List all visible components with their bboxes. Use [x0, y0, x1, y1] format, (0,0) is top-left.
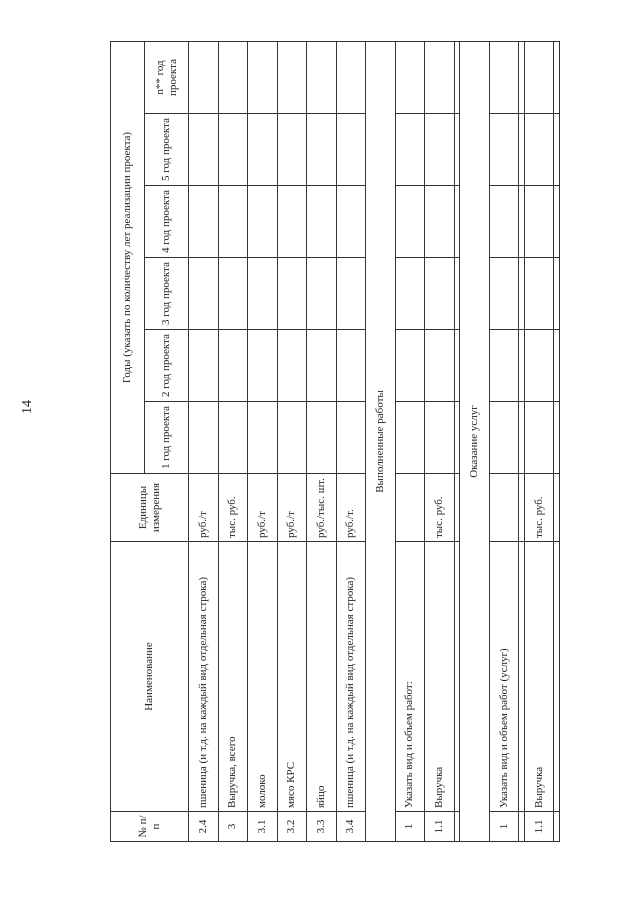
table-row [395, 42, 425, 842]
row-num: 3.1 [248, 812, 278, 842]
row-name: Выручка, всего [218, 542, 248, 812]
header-year-1: 1 год проекта [145, 402, 189, 474]
row-name: Выручка [524, 542, 554, 812]
project-table [110, 41, 560, 842]
row-num: 3.4 [336, 812, 366, 842]
row-num: 3.3 [307, 812, 337, 842]
header-year-2: 2 год проекта [145, 330, 189, 402]
row-unit: руб./т [189, 474, 219, 542]
row-unit: тыс. руб. [218, 474, 248, 542]
row-name: яйцо [307, 542, 337, 812]
row-num: 1.1 [524, 812, 554, 842]
section-title: Оказание услуг [460, 42, 490, 842]
table-row [336, 42, 366, 842]
row-name: Указать вид и объем работ: [395, 542, 425, 812]
table-row [189, 42, 219, 842]
table-row [524, 42, 554, 842]
row-unit: руб./т [248, 474, 278, 542]
table-row [277, 42, 307, 842]
row-name: пшеница (и т.д. на каждый вид отдельная строка) [336, 542, 366, 812]
table-row [425, 42, 455, 842]
row-num: 3.2 [277, 812, 307, 842]
row-name: мясо КРС [277, 542, 307, 812]
row-num: 1 [395, 812, 425, 842]
row-unit [395, 474, 425, 542]
row-unit: тыс. руб. [425, 474, 455, 542]
table-row [489, 42, 519, 842]
row-num: 2.4 [189, 812, 219, 842]
row-num: 3 [218, 812, 248, 842]
table-row [218, 42, 248, 842]
row-unit: руб./т. [336, 474, 366, 542]
header-year-3: 3 год проекта [145, 258, 189, 330]
header-year-n: n** год проекта [145, 42, 189, 114]
row-num: 1.1 [425, 812, 455, 842]
row-name: молоко [248, 542, 278, 812]
section-title: Выполненные работы [366, 42, 396, 842]
table-row [248, 42, 278, 842]
header-years-group: Годы (указать по количеству лет реализации проекта) [111, 42, 145, 474]
table-row [307, 42, 337, 842]
row-name: Выручка [425, 542, 455, 812]
rotated-table-sheet [110, 42, 560, 842]
row-name: пшеница (и т.д. на каждый вид отдельная строка) [189, 542, 219, 812]
row-unit: тыс. руб. [524, 474, 554, 542]
row-unit [489, 474, 519, 542]
page-number: 14 [20, 400, 35, 414]
header-year-5: 5 год проекта [145, 114, 189, 186]
row-unit: руб./тыс. шт. [307, 474, 337, 542]
header-year-4: 4 год проекта [145, 186, 189, 258]
section-header [460, 42, 490, 842]
section-header [366, 42, 396, 842]
row-num: 1 [489, 812, 519, 842]
header-num: № п/п [111, 812, 189, 842]
row-unit: руб./т [277, 474, 307, 542]
row-name: Указать вид и объем работ (услуг) [489, 542, 519, 812]
header-unit: Единицы измерения [111, 474, 189, 542]
header-name: Наименование [111, 542, 189, 812]
table-row-empty [554, 42, 560, 842]
